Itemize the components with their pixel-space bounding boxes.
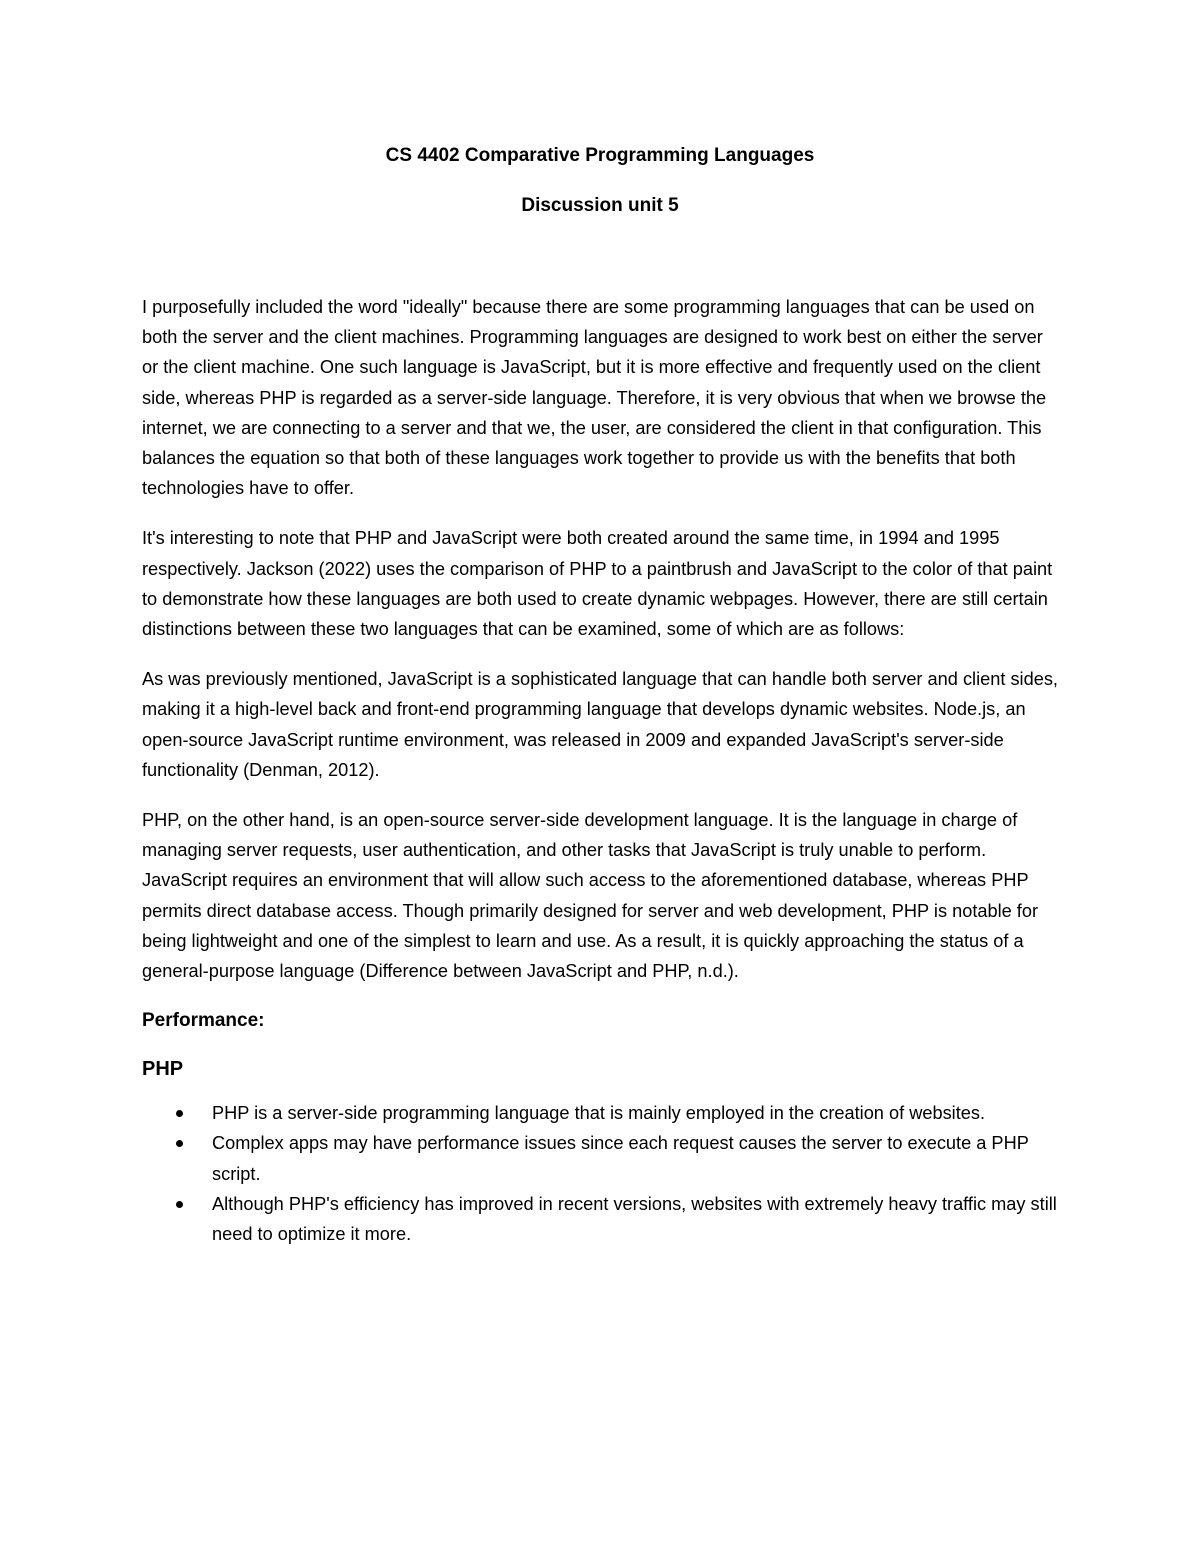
document-body [142,292,1062,1249]
list-item [142,1098,1062,1128]
paragraph: PHP, on the other hand, is an open-source server-side development language. It is the language in charge of managing server requests, user authentication, and other tasks that JavaScript is truly unable to perform. JavaScript requires an environment that will allow such access to the aforementioned database, whereas PHP permits direct database access. Though primarily designed for server and web development, PHP is notable for being lightweight and one of the simplest to learn and use. As a result, it is quickly approaching the status of a general-purpose language (Difference between JavaScript and PHP, n.d.). [142,810,1039,982]
subsection-heading: PHP [142,1058,184,1081]
bullet-icon [176,1140,183,1147]
bullet-list [142,1098,1062,1249]
document-title: CS 4402 Comparative Programming Languages [385,145,815,166]
bullet-icon [176,1110,183,1117]
list-item-text: PHP is a server-side programming language that is mainly employed in the creation of websites. [212,1103,986,1124]
section-heading: Performance: [142,1010,265,1032]
paragraph: As was previously mentioned, JavaScript is a sophisticated language that can handle both server and client sides, making it a high-level back and front-end programming language that develops dynamic websites. Node.js, an open-source JavaScript runtime environment, was released in 2009 and expanded JavaScript's server-side functionality (Denman, 2012). [142,669,1058,780]
document-subtitle: Discussion unit 5 [521,195,679,216]
list-item [142,1128,1062,1188]
paragraph: It's interesting to note that PHP and JavaScript were both created around the same time, in 1994 and 1995 respectively. Jackson (2022) uses the comparison of PHP to a paintbrush and JavaScript to the color of that paint to demonstrate how these languages are both used to create dynamic webpages. However, there are still certain distinctions between these two languages that can be examined, some of which are as follows: [142,528,1053,640]
list-item [142,1189,1062,1249]
list-item-text: Although PHP's efficiency has improved in recent versions, websites with extremely heavy traffic may still need to optimize it more. [212,1193,1057,1245]
list-item-text: Complex apps may have performance issues since each request causes the server to execute a PHP script. [212,1133,1029,1184]
paragraph: I purposefully included the word "ideally" because there are some programming languages that can be used on both the server and the client machines. Programming languages are designed to work best on either the server or the client machine. One such language is JavaScript, but it is more effective and frequently used on the client side, whereas PHP is regarded as a server-side language. Therefore, it is very obvious that when we browse the internet, we are connecting to a server and that we, the user, are considered the client in that configuration. This balances the equation so that both of these languages work together to provide us with the benefits that both technologies have to offer. [142,297,1047,499]
bullet-icon [176,1201,183,1208]
